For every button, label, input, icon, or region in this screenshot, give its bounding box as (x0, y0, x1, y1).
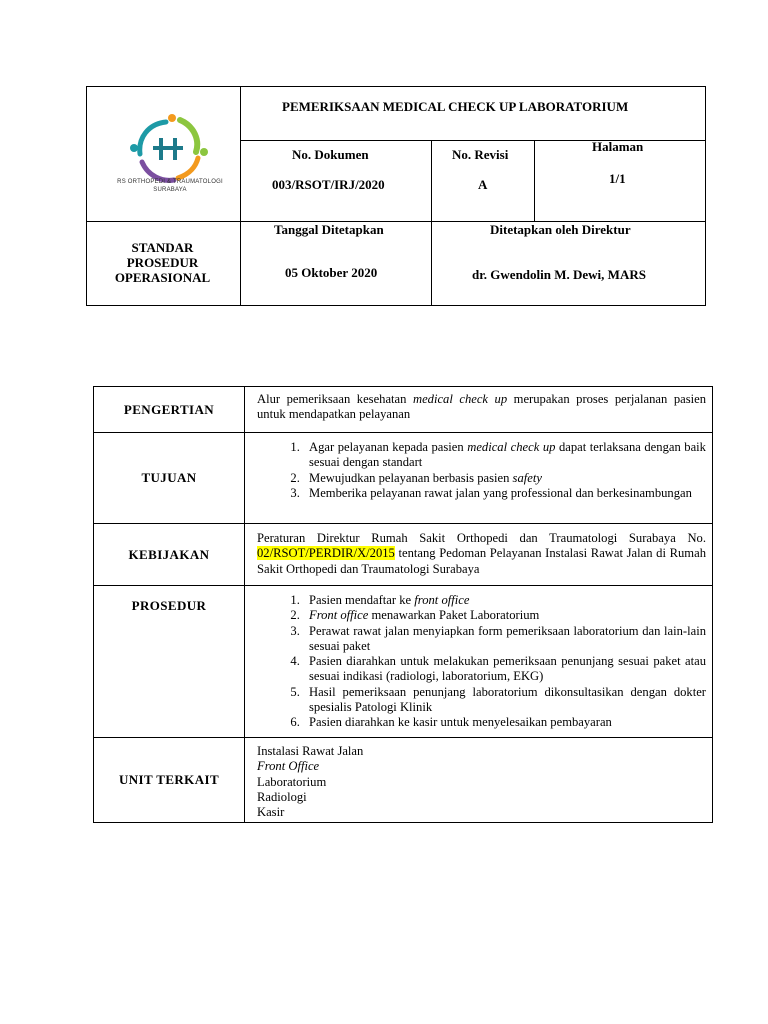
list-item (303, 624, 706, 655)
row-content (245, 586, 712, 737)
text-run: front office (414, 593, 470, 607)
list-item (303, 440, 706, 471)
logo-caption (108, 178, 232, 194)
header-divider (431, 140, 432, 305)
text-run: Front office (309, 608, 369, 623)
prosedur-list (257, 593, 706, 731)
row-label: PENGERTIAN (94, 387, 245, 432)
unit-item: Laboratorium (257, 774, 327, 789)
text-run: menawarkan Paket Laboratorium (368, 608, 540, 623)
text-run: dapat terlaksana dengan baik sesuai dengan standart (309, 440, 706, 470)
row-tujuan (94, 433, 712, 524)
ditetapkan-label: Ditetapkan oleh Direktur (490, 222, 631, 237)
text-run: medical check up (412, 392, 508, 406)
text-run: Pasien diarahkan untuk melakukan pemeriksaan penunjang sesuai paket atau sesuai indikasi (radiologi, laboratorium, EKG) (309, 654, 706, 684)
sop-label (86, 240, 239, 285)
unit-item: Instalasi Rawat Jalan (257, 744, 364, 758)
row-label: KEBIJAKAN (94, 524, 245, 585)
row-label: PROSEDUR (94, 586, 245, 737)
sop-label-line: STANDAR (131, 240, 194, 255)
list-item (303, 685, 706, 716)
unit-item: Radiologi (257, 789, 307, 804)
text-run: medical check up (467, 440, 556, 454)
tanggal-value: 05 Oktober 2020 (285, 265, 378, 280)
row-content (245, 433, 712, 523)
text-run: Peraturan Direktur Rumah Sakit Orthopedi dan Traumatologi Surabaya No. (257, 531, 706, 545)
sop-content-table (93, 386, 713, 823)
row-pengertian (94, 387, 712, 433)
highlighted-regulation-number: 02/RSOT/PERDIR/X/2015 (257, 546, 395, 561)
text-run: Pasien diarahkan ke kasir untuk menyelesaikan pembayaran (309, 715, 612, 730)
row-kebijakan (94, 524, 712, 586)
no-dokumen-value: 003/RSOT/IRJ/2020 (272, 177, 385, 192)
row-label: TUJUAN (94, 433, 245, 523)
no-revisi-label: No. Revisi (452, 147, 509, 162)
sop-label-line: PROSEDUR (126, 255, 199, 270)
list-item (303, 593, 706, 608)
row-label: UNIT TERKAIT (94, 738, 245, 822)
tujuan-list (257, 440, 706, 501)
logo-caption-line: SURABAYA (153, 187, 187, 193)
header-divider (534, 140, 535, 221)
text-run: Alur pemeriksaan kesehatan (257, 392, 413, 406)
halaman-value: 1/1 (609, 171, 626, 186)
text-run: Mewujudkan pelayanan berbasis pasien (309, 470, 513, 485)
halaman-label: Halaman (592, 139, 644, 154)
kebijakan-text (257, 531, 706, 577)
logo-caption-line: RS ORTHOPEDI & TRAUMATOLOGI (117, 179, 223, 185)
text-run: tentang Pedoman Pelayanan Instalasi Rawat Jalan di Rumah Sakit Orthopedi dan Traumatologi Surabaya (257, 546, 706, 576)
text-run: Hasil pemeriksaan penunjang laboratorium dikonsultasikan dengan dokter spesialis Patologi Klinik (309, 684, 706, 715)
list-item (303, 654, 706, 685)
document-title: PEMERIKSAAN MEDICAL CHECK UP LABORATORIUM (282, 99, 629, 114)
pengertian-text (257, 392, 706, 423)
unit-item: Front Office (257, 759, 320, 774)
row-prosedur (94, 586, 712, 738)
no-revisi-value: A (478, 177, 488, 192)
list-item (303, 608, 706, 623)
header-divider (240, 87, 241, 305)
list-item (303, 471, 706, 486)
row-unit-terkait (94, 738, 712, 822)
sop-label-line: OPERASIONAL (114, 270, 211, 285)
row-content (245, 387, 712, 432)
text-run: Memberika pelayanan rawat jalan yang professional dan berkesinambungan (309, 485, 692, 500)
ditetapkan-value: dr. Gwendolin M. Dewi, MARS (472, 267, 646, 282)
list-item (303, 715, 706, 730)
text-run: Agar pelayanan kepada pasien (309, 440, 468, 454)
text-run: Pasien mendaftar ke (309, 593, 415, 607)
text-run: Perawat rawat jalan menyiapkan form pemeriksaan laboratorium dan lain-lain sesuai paket (309, 623, 706, 653)
tanggal-label: Tanggal Ditetapkan (274, 222, 384, 237)
row-content (245, 738, 712, 822)
list-item (303, 486, 706, 501)
no-dokumen-label: No. Dokumen (292, 147, 369, 162)
row-content (245, 524, 712, 585)
text-run: safety (512, 470, 542, 485)
text-run: merupakan proses perjalanan pasien untuk mendapatkan pelayanan (257, 392, 706, 422)
unit-item: Kasir (257, 805, 285, 820)
